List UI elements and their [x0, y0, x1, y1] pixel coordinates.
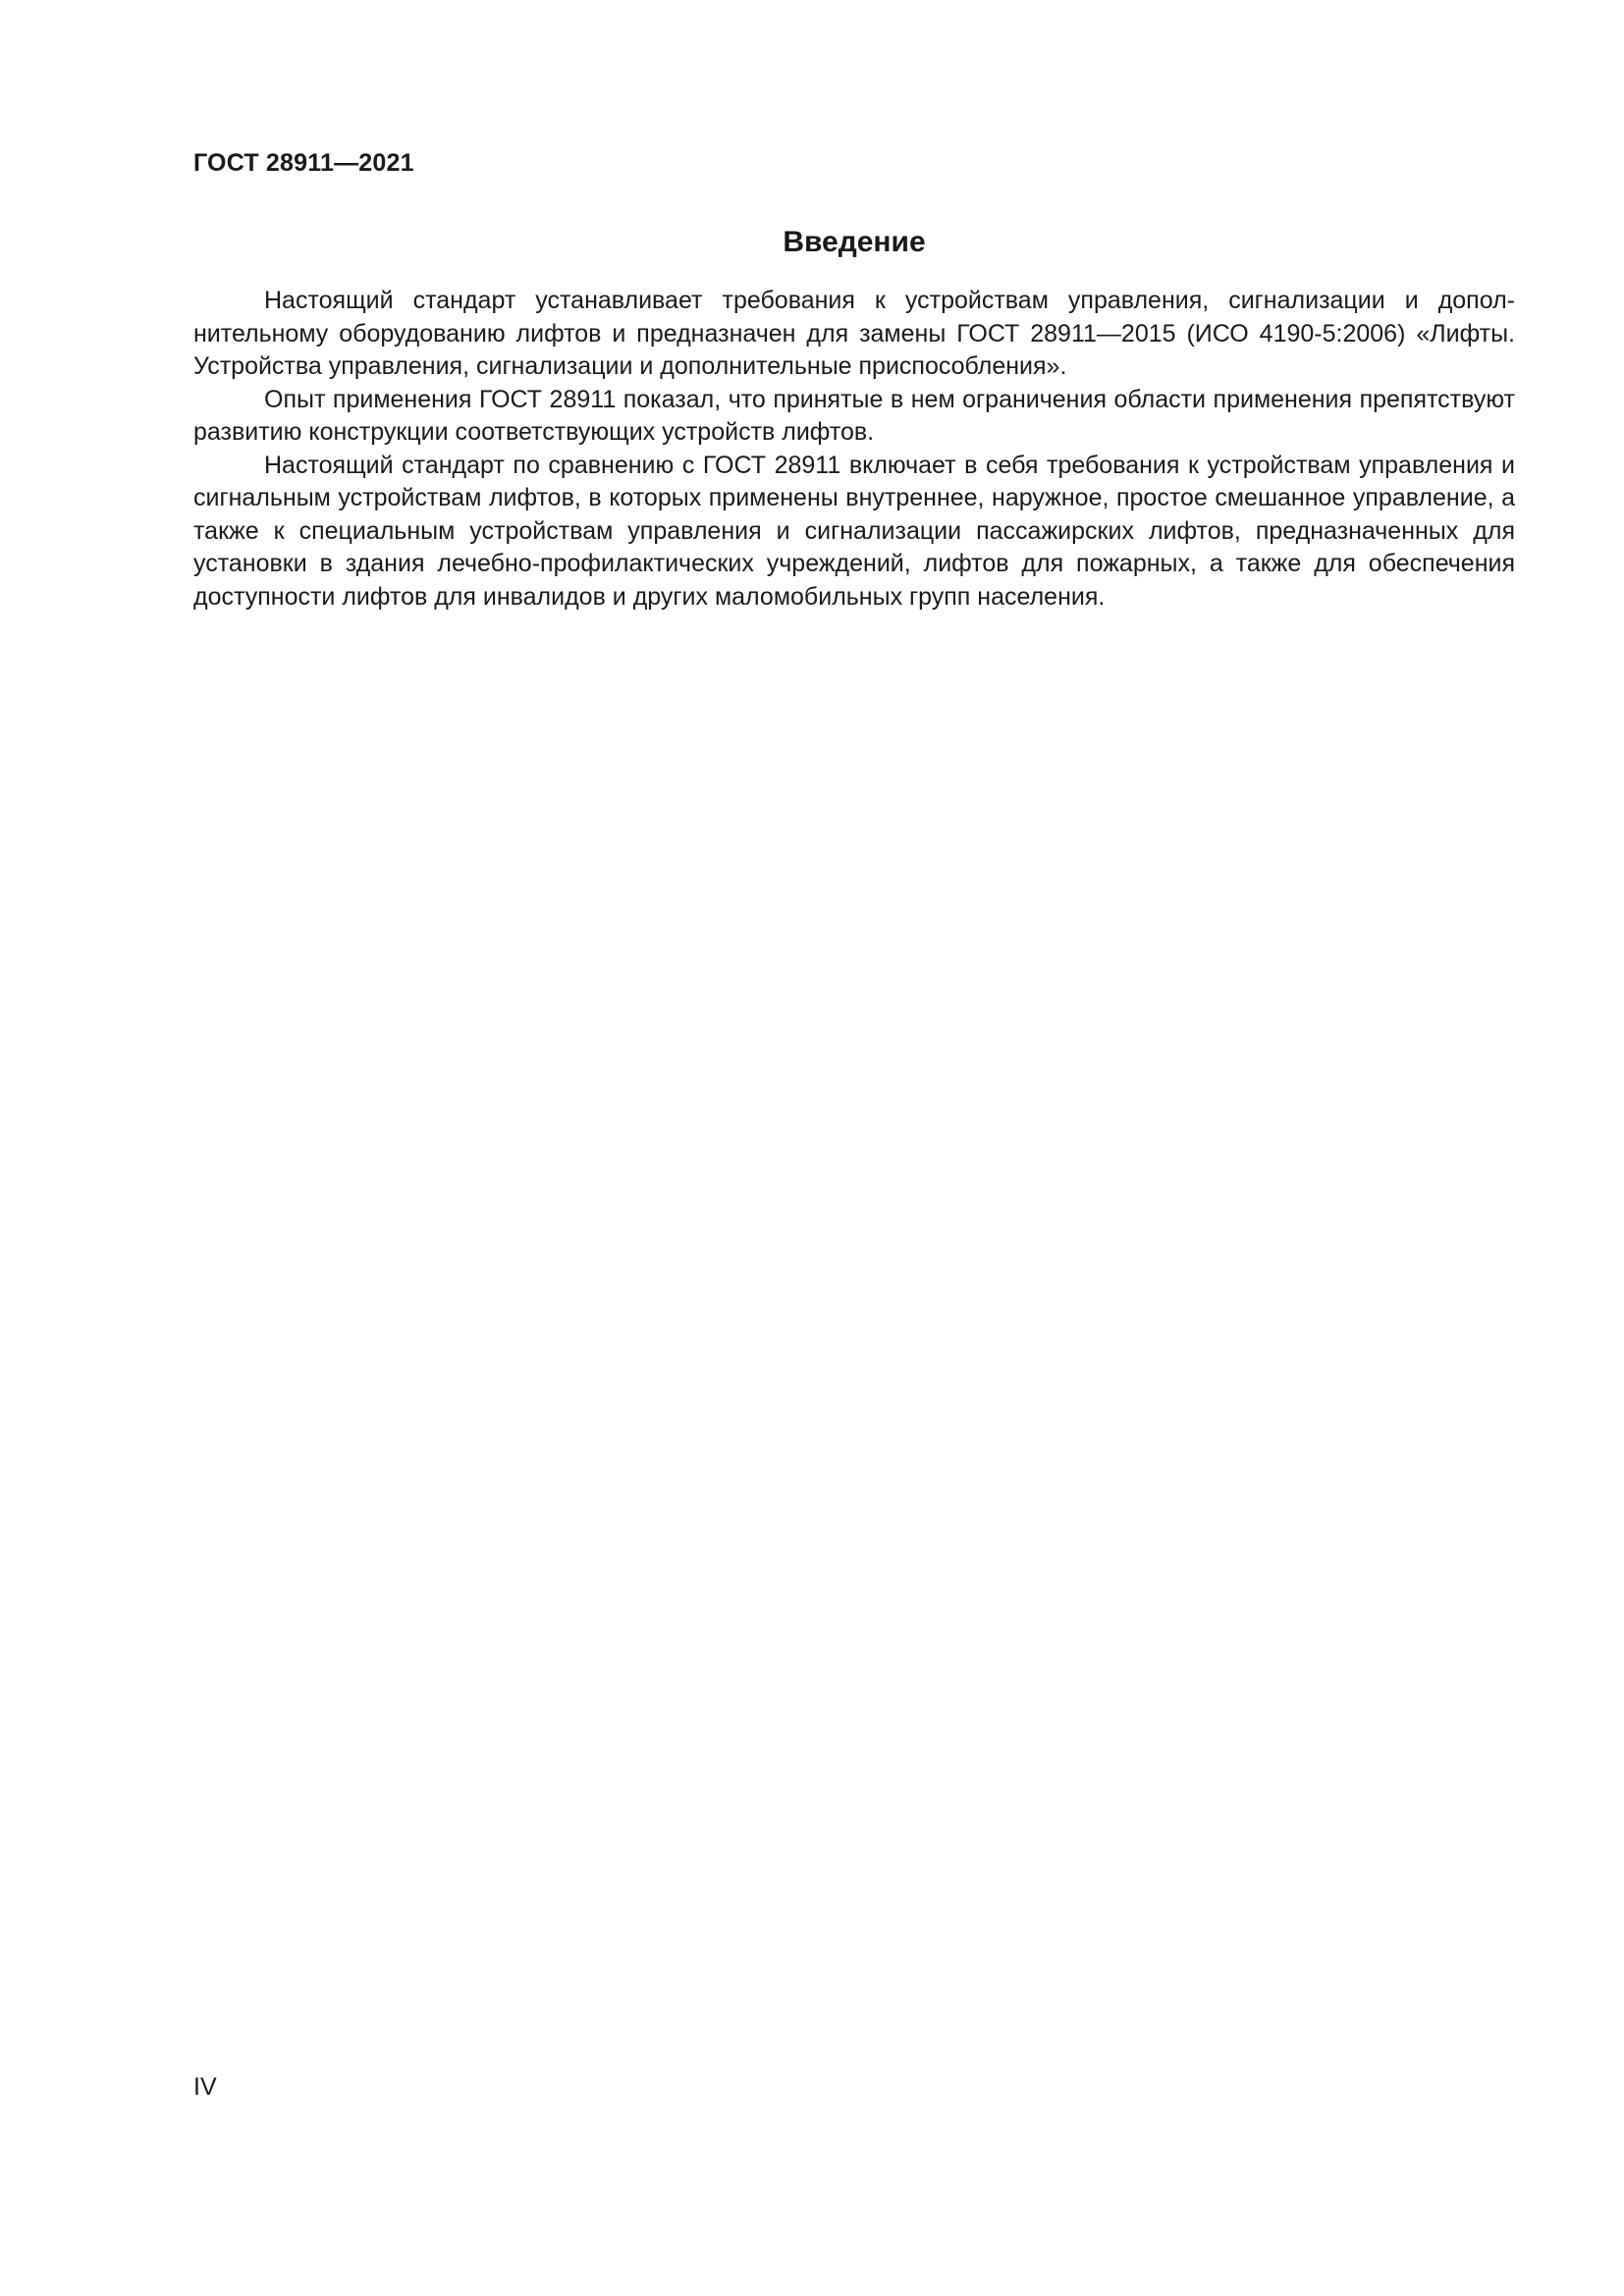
paragraph: Настоящий стандарт устанавливает требования к устройствам управления, сигнализации и дополнительному оборудованию лифтов и предназначен для замены ГОСТ 28911—2015 (ИСО 4190-5:2006) «Лифты. Устройства управления, сигнализации и дополнительные приспособления». — [193, 287, 1515, 380]
paragraph: Опыт применения ГОСТ 28911 показал, что принятые в нем ограничения области применения препятствуют развитию конструкции соответствующих устройств лифтов. — [193, 385, 1515, 446]
page-number: IV — [193, 2073, 217, 2101]
document-code: ГОСТ 28911—2021 — [193, 149, 414, 177]
section-title: Введение — [783, 226, 926, 258]
section-body — [193, 285, 1515, 614]
paragraph: Настоящий стандарт по сравнению с ГОСТ 28911 включает в себя требования к устройствам управления и сигнальным устройствам лифтов, в которых применены внутреннее, наружное, простое смешанное управление, а также к специальным устройствам управления и сигнализации пассажирских лифтов, предназначенных для установки в здания лечебно-профилактических учреждений, лифтов для пожарных, а также для обеспечения доступности лифтов для инвалидов и других маломобильных групп населения. — [193, 451, 1515, 611]
